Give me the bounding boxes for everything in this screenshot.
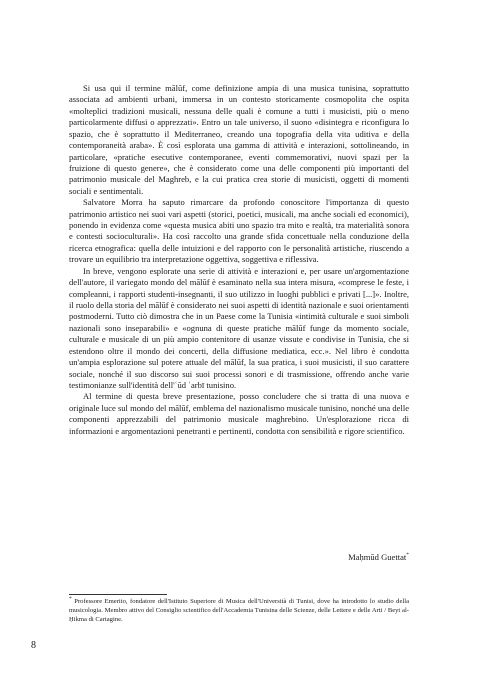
footnote-reference-mark: * — [406, 552, 409, 559]
author-name: Maḥmūd Guettat — [348, 552, 407, 562]
author-signature — [69, 552, 409, 563]
paragraph-1: Si usa qui il termine mālūf, come definizione ampia di una musica tunisina, soprattutto associata ad ambienti urbani, immersa in un contesto storicamente cosmopolita che ospita «molteplici tradizioni musicali, nessuna delle quali è comune a tutti i musicisti, più o meno particolarmente diffusi o apprezzati». Entro un tale universo, il suono «disintegra e riconfigura lo spazio, che è soprattutto il Mediterraneo, creando una topografia della vita uditiva e della contemporaneità araba». È così esplorata una gamma di attività e interazioni, sottolineando, in particolare, «pratiche esecutive contemporanee, eventi commemorativi, nuovi spazi per la fruizione di questo genere», che è considerato come una delle componenti più importanti del patrimonio musicale del Maghreb, e la cui pratica crea storie di musicisti, oggetti di momenti sociali e sentimentali. — [69, 83, 409, 196]
paragraph-4: Al termine di questa breve presentazione, posso concludere che si tratta di una nuova e originale luce sul mondo del mālūf, emblema del nazionalismo musicale tunisino, nonché una delle componenti apprezzabili del patrimonio musicale maghrebino. Un'esplorazione ricca di informazioni e argomentazioni penetranti e pertinenti, condotta con sensibilità e rigore scientifico. — [69, 391, 409, 436]
footnote-divider — [69, 594, 167, 595]
footnote — [69, 595, 409, 625]
footnote-text: Professore Emerito, fondatore dell'Istituto Superiore di Musica dell'Università di Tunisi, dove ha introdotto lo studio della musicologia. Membro attivo del Consiglio scientifico dell'Accademia Tunisina delle Scienze, delle Lettere e delle Arti / Beyt al-Ḥikma di Cartagine. — [69, 598, 409, 623]
footnote-mark: * — [69, 595, 72, 602]
paragraph-3: In breve, vengono esplorate una serie di attività e interazioni e, per usare un'argomentazione dell'autore, il variegato mondo del mālūf è esaminato nella sua intera misura, «comprese le feste, i compleanni, i rapporti studenti-insegnanti, il suo utilizzo in luoghi pubblici e privati [...]». Inoltre, il ruolo della storia del mālūf è considerato nei suoi aspetti di identità nazionale e suoi orientamenti postmoderni. Tutto ciò dimostra che in un Paese come la Tunisia «intimità culturale e suoi simboli nazionali sono inseparabili» e «ognuna di queste pratiche mālūf funge da momento sociale, culturale e musicale di un più ampio contenitore di usanze vissute e condivise in Tunisia, che si estendono oltre il mondo dei concerti, della diffusione mediatica, ecc.». Nel libro è condotta un'ampia esplorazione sul potere attuale del mālūf, la sua pratica, i suoi musicisti, il suo carattere sociale, nonché il suo discorso sui suoi processi sonori e di trasmissione, offrendo anche varie testimonianze sull'identità dell'ʿūd ʿarbī tunisino. — [69, 265, 409, 390]
page-number: 8 — [31, 640, 36, 651]
paragraph-2: Salvatore Morra ha saputo rimarcare da profondo conoscitore l'importanza di questo patrimonio artistico nei suoi vari aspetti (storici, poetici, musicali, ma anche sociali ed economici), ponendo in evidenza come «questa musica abiti uno spazio tra mito e realtà, tra materialità sonora e contesti socioculturali». Ha così raccolto una grande sfida concettuale nella conduzione della ricerca etnografica: quella delle intuizioni e del rapporto con le personalità artistiche, riuscendo a trovare un equilibrio tra interpretazione oggettiva, soggettiva e riflessiva. — [69, 197, 409, 265]
main-text — [69, 83, 409, 437]
